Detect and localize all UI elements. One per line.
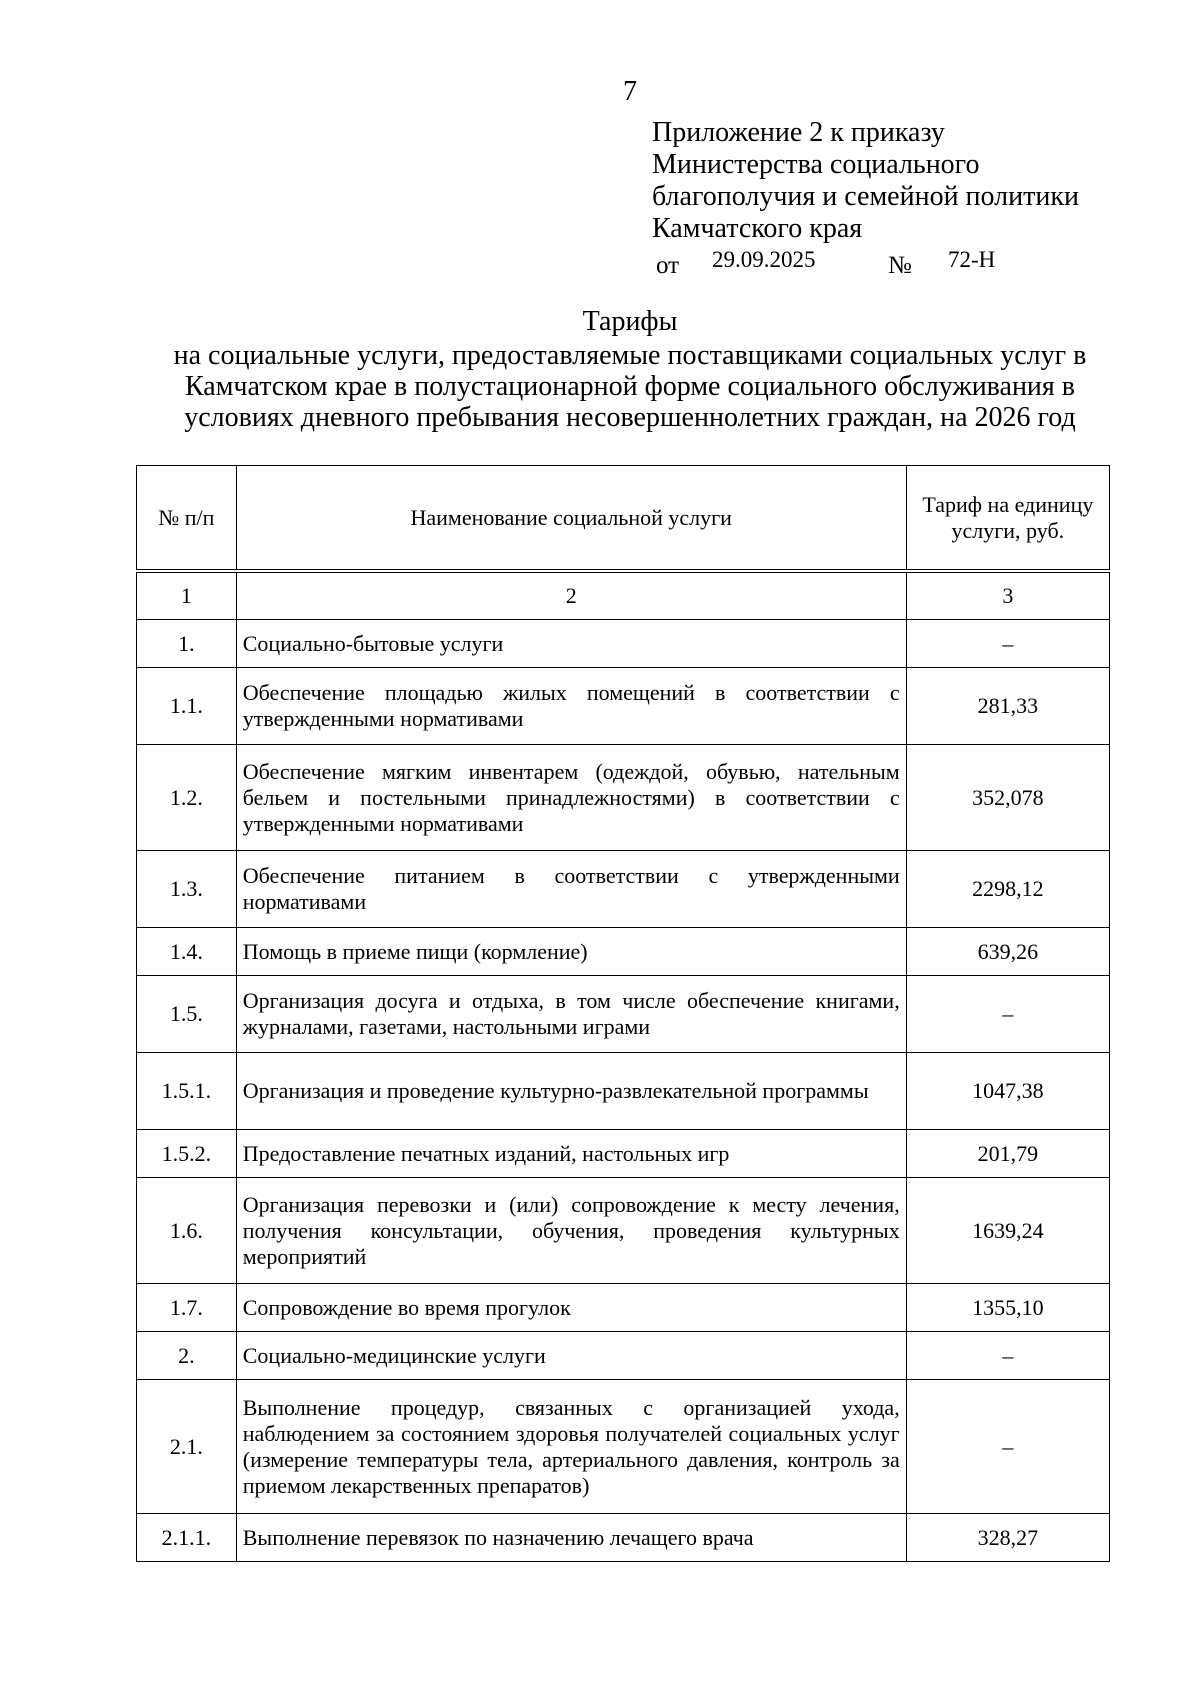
appendix-line: Камчатского края: [652, 213, 863, 244]
service-number: 2.1.1.: [137, 1514, 237, 1562]
service-number: 1.6.: [137, 1178, 237, 1284]
service-name: Социально-бытовые услуги: [236, 620, 906, 668]
service-tariff: 328,27: [906, 1514, 1109, 1562]
title-line: условиях дневного пребывания несовершеннолетних граждан, на 2026 год: [184, 402, 1076, 433]
service-number: 1.5.2.: [137, 1130, 237, 1178]
table-row: [137, 1380, 1110, 1514]
appendix-block: [652, 117, 1079, 245]
service-name: Обеспечение питанием в соответствии с утвержденными нормативами: [236, 851, 906, 928]
table-row: [137, 745, 1110, 851]
table-row: [137, 668, 1110, 745]
header-name: Наименование социальной услуги: [236, 466, 906, 570]
service-number: 1.3.: [137, 851, 237, 928]
service-name: Социально-медицинские услуги: [236, 1332, 906, 1380]
service-number: 1.4.: [137, 928, 237, 976]
service-tariff: 1639,24: [906, 1178, 1109, 1284]
service-number: 1.1.: [137, 668, 237, 745]
service-name: Организация досуга и отдыха, в том числе обеспечение книгами, журналами, газетами, настольными играми: [236, 976, 906, 1053]
service-tariff: –: [906, 620, 1109, 668]
table-row: [137, 1178, 1110, 1284]
service-name: Выполнение перевязок по назначению лечащего врача: [236, 1514, 906, 1562]
service-name: Обеспечение площадью жилых помещений в соответствии с утвержденными нормативами: [236, 668, 906, 745]
service-tariff: 1355,10: [906, 1284, 1109, 1332]
title-main: Тарифы: [582, 306, 678, 337]
header-price: Тариф на единицу услуги, руб.: [906, 466, 1109, 570]
service-tariff: 2298,12: [906, 851, 1109, 928]
service-name: Сопровождение во время прогулок: [236, 1284, 906, 1332]
service-tariff: 201,79: [906, 1130, 1109, 1178]
table-header-row: [137, 466, 1110, 570]
column-number: 2: [236, 573, 906, 620]
table-row: [137, 620, 1110, 668]
service-name: Обеспечение мягким инвентарем (одеждой, обувью, нательным бельем и постельными принадлежностями) в соответствии с утвержденными нормативами: [236, 745, 906, 851]
service-number: 2.: [137, 1332, 237, 1380]
service-number: 2.1.: [137, 1380, 237, 1514]
service-number: 1.5.1.: [137, 1053, 237, 1130]
column-number: 3: [906, 573, 1109, 620]
table-row: [137, 976, 1110, 1053]
order-number: 72-Н: [948, 247, 996, 272]
table-row: [137, 1332, 1110, 1380]
service-tariff: –: [906, 1380, 1109, 1514]
service-number: 1.2.: [137, 745, 237, 851]
service-number: 1.: [137, 620, 237, 668]
title-line: на социальные услуги, предоставляемые поставщиками социальных услуг в: [173, 340, 1087, 371]
header-num: № п/п: [137, 466, 237, 570]
service-name: Помощь в приеме пищи (кормление): [236, 928, 906, 976]
title-line: Камчатском крае в полустационарной форме социального обслуживания в: [184, 371, 1076, 402]
table-row: [137, 1130, 1110, 1178]
service-number: 1.5.: [137, 976, 237, 1053]
appendix-line: Министерства социального: [652, 149, 980, 180]
document-title: [120, 306, 1140, 433]
date-label: от: [656, 252, 680, 279]
appendix-line: Приложение 2 к приказу: [652, 117, 945, 148]
service-tariff: –: [906, 976, 1109, 1053]
service-name: Предоставление печатных изданий, настольных игр: [236, 1130, 906, 1178]
service-name: Выполнение процедур, связанных с организацией ухода, наблюдением за состоянием здоровья получателей социальных услуг (измерение температуры тела, артериального давления, контроль за приемом лекарственных препаратов): [236, 1380, 906, 1514]
service-name: Организация и проведение культурно-развлекательной программы: [236, 1053, 906, 1130]
number-label: №: [888, 252, 912, 279]
table-row: [137, 1053, 1110, 1130]
service-name: Организация перевозки и (или) сопровождение к месту лечения, получения консультации, обучения, проведения культурных мероприятий: [236, 1178, 906, 1284]
order-date: 29.09.2025: [712, 247, 816, 272]
appendix-line: благополучия и семейной политики: [652, 181, 1079, 212]
column-number-row: [137, 573, 1110, 620]
service-number: 1.7.: [137, 1284, 237, 1332]
service-tariff: 1047,38: [906, 1053, 1109, 1130]
page-number: 7: [623, 76, 637, 107]
table-row: [137, 851, 1110, 928]
service-tariff: –: [906, 1332, 1109, 1380]
table-row: [137, 1514, 1110, 1562]
column-number: 1: [137, 573, 237, 620]
table-row: [137, 1284, 1110, 1332]
service-tariff: 352,078: [906, 745, 1109, 851]
service-tariff: 639,26: [906, 928, 1109, 976]
tariffs-table: [136, 465, 1110, 1562]
table-row: [137, 928, 1110, 976]
service-tariff: 281,33: [906, 668, 1109, 745]
